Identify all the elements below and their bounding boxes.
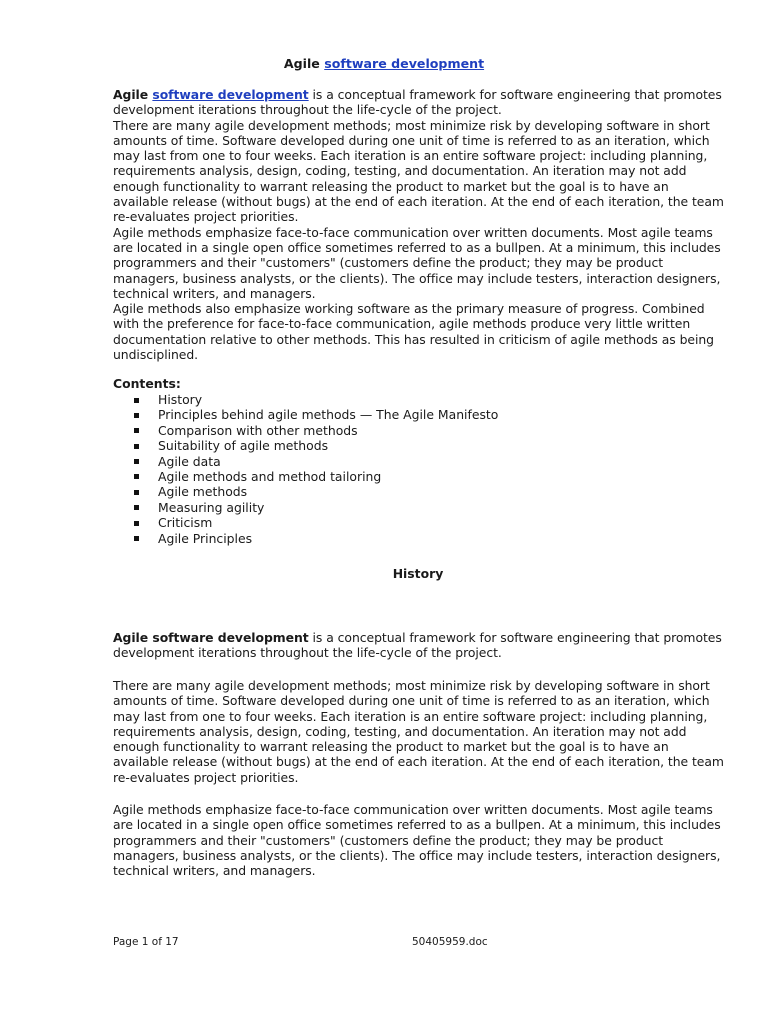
- bullet-icon: [134, 490, 139, 495]
- contents-item-method-tailoring[interactable]: Agile methods and method tailoring: [130, 469, 498, 484]
- bullet-icon: [134, 428, 139, 433]
- bullet-icon: [134, 505, 139, 510]
- contents-item-principles[interactable]: Principles behind agile methods — The Agile Manifesto: [130, 407, 498, 422]
- intro-paragraph-3: Agile methods emphasize face-to-face communication over written documents. Most agile teams are located in a single open office sometimes referred to as a bullpen. At a minimum, this includes programmers and their "customers" (customers define the product; they may be product managers, business analysts, or the clients). The office may include testers, interaction designers, technical writers, and managers.: [113, 224, 721, 301]
- contents-item-measuring-agility[interactable]: Measuring agility: [130, 500, 498, 515]
- bullet-icon: [134, 521, 139, 526]
- contents-item-criticism[interactable]: Criticism: [130, 515, 498, 530]
- intro-section: [113, 87, 725, 362]
- title-link-software-development[interactable]: software development: [324, 56, 485, 71]
- intro-link-software-development[interactable]: software development: [152, 87, 309, 102]
- intro-lead-bold: Agile: [113, 87, 153, 102]
- bullet-icon: [134, 444, 139, 449]
- page-title: [0, 56, 768, 72]
- contents-item-agile-data[interactable]: Agile data: [130, 454, 498, 469]
- history-heading: History: [392, 566, 444, 581]
- intro-lead-rest: is a conceptual framework for software engineering that promotes development iterations throughout the life-cycle of the project.: [113, 87, 722, 118]
- intro-paragraph-2: There are many agile development methods; most minimize risk by developing software in short amounts of time. Software developed during one unit of time is referred to as an iteration, which may last from one to four weeks. Each iteration is an entire software project: including planning, requirements analysis, design, coding, testing, and documentation. An iteration may not add enough functionality to warrant releasing the product to market but the goal is to have an available release (without bugs) at the end of each iteration. At the end of each iteration, the team re-evaluates project priorities.: [113, 117, 724, 225]
- history-paragraph-3: Agile methods emphasize face-to-face communication over written documents. Most agile teams are located in a single open office sometimes referred to as a bullpen. At a minimum, this includes programmers and their "customers" (customers define the product; they may be product managers, business analysts, or the clients). The office may include testers, interaction designers, technical writers, and managers.: [113, 802, 721, 879]
- contents-item-history[interactable]: History: [130, 392, 498, 407]
- contents-item-comparison[interactable]: Comparison with other methods: [130, 423, 498, 438]
- bullet-icon: [134, 459, 139, 464]
- bullet-icon: [134, 398, 139, 403]
- footer-page-number: Page 1 of 17: [113, 936, 179, 948]
- contents-heading: Contents:: [113, 376, 181, 391]
- contents-item-agile-methods[interactable]: Agile methods: [130, 484, 498, 499]
- footer-filename: 50405959.doc: [412, 936, 488, 948]
- intro-paragraph-1: [113, 87, 725, 118]
- bullet-icon: [134, 413, 139, 418]
- history-lead-bold: Agile software development: [113, 630, 309, 645]
- title-prefix: Agile: [283, 56, 325, 71]
- contents-item-agile-principles[interactable]: Agile Principles: [130, 531, 498, 546]
- contents-item-suitability[interactable]: Suitability of agile methods: [130, 438, 498, 453]
- intro-paragraph-4: Agile methods also emphasize working software as the primary measure of progress. Combined with the preference for face-to-face communication, agile methods produce very little written documentation relative to other methods. This has resulted in criticism of agile methods as being undisciplined.: [113, 301, 714, 363]
- bullet-icon: [134, 536, 139, 541]
- bullet-icon: [134, 474, 139, 479]
- contents-list: [130, 392, 498, 546]
- history-lead-rest: is a conceptual framework for software engineering that promotes development iterations throughout the life-cycle of the project.: [113, 630, 722, 661]
- history-paragraph-2: There are many agile development methods; most minimize risk by developing software in short amounts of time. Software developed during one unit of time is referred to as an iteration, which may last from one to four weeks. Each iteration is an entire software project: including planning, requirements analysis, design, coding, testing, and documentation. An iteration may not add enough functionality to warrant releasing the product to market but the goal is to have an available release (without bugs) at the end of each iteration. At the end of each iteration, the team re-evaluates project priorities.: [113, 678, 724, 785]
- history-paragraph-1: [113, 630, 725, 661]
